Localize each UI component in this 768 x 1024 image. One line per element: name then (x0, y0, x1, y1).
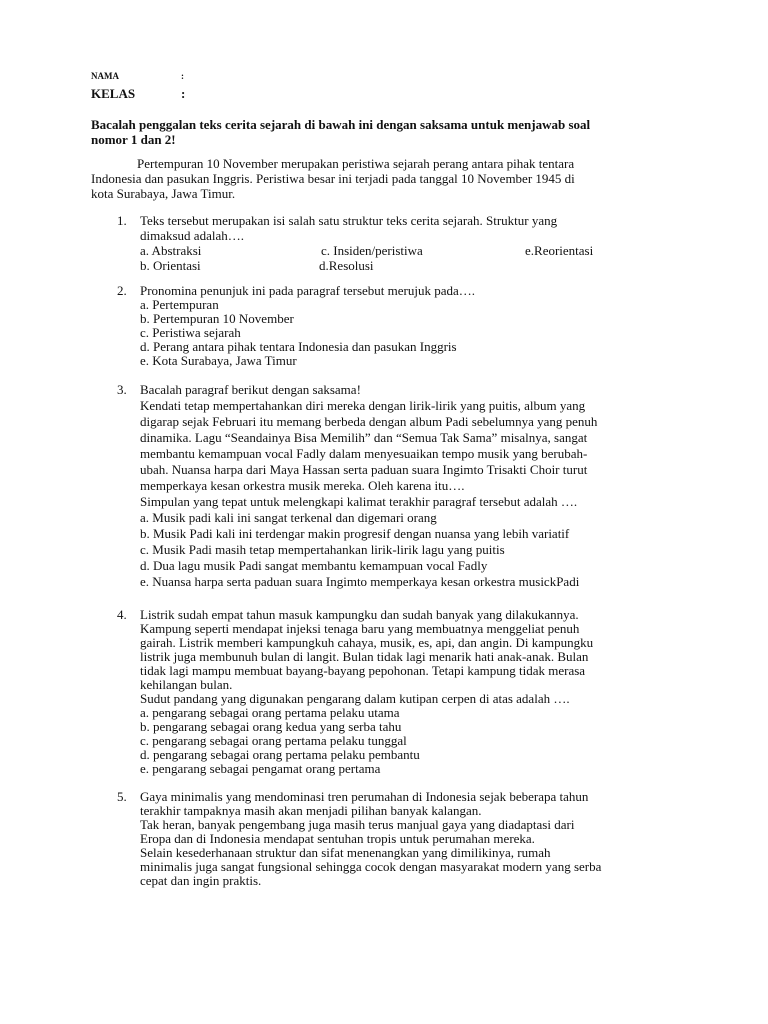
option-b: b. Orientasi (140, 258, 201, 273)
option-e: e.Reorientasi (525, 243, 594, 258)
paragraph-line: gairah. Listrik memberi kampungkuh cahaya, musik, es, api, dan angin. Di kampungku (140, 635, 594, 650)
kelas-label: KELAS (91, 86, 136, 101)
paragraph-line: Selain kesederhanaan struktur dan sifat menenangkan yang dimilikinya, rumah (140, 845, 551, 860)
option-b: b. pengarang sebagai orang kedua yang serba tahu (140, 719, 402, 734)
paragraph-line: kehilangan bulan. (140, 677, 233, 692)
option-a: a. Pertempuran (140, 297, 219, 312)
paragraph-line: Eropa dan di Indonesia mendapat sentuhan tropis untuk perumahan mereka. (140, 831, 535, 846)
option-b: b. Musik Padi kali ini terdengar makin progresif dengan nuansa yang lebih variatif (140, 526, 570, 541)
options-row (140, 258, 680, 273)
paragraph-line: membantu kemampuan vocal Fadly dalam menyesuaikan tempo musik yang berubah- (140, 446, 588, 461)
instruction-line: Bacalah penggalan teks cerita sejarah di bawah ini dengan saksama untuk menjawab soal (91, 117, 591, 132)
paragraph-line: Gaya minimalis yang mendominasi tren perumahan di Indonesia sejak beberapa tahun (140, 789, 589, 804)
passage-line: Indonesia dan pasukan Inggris. Peristiwa besar ini terjadi pada tanggal 10 November 1945 di (91, 171, 575, 186)
question-body (140, 790, 680, 888)
option-c: c. Peristiwa sejarah (140, 325, 241, 340)
option-c: c. Insiden/peristiwa (321, 243, 423, 258)
history-passage (91, 156, 661, 201)
option-d: d. pengarang sebagai orang pertama pelaku pembantu (140, 747, 420, 762)
question-line: dimaksud adalah…. (140, 228, 244, 243)
question-number: 2. (117, 283, 127, 298)
question-line: Simpulan yang tepat untuk melengkapi kalimat terakhir paragraf tersebut adalah …. (140, 494, 578, 509)
paragraph-line: Listrik sudah empat tahun masuk kampungku dan sudah banyak yang dilakukannya. (140, 607, 579, 622)
paragraph-line: ubah. Nuansa harpa dari Maya Hassan serta paduan suara Ingimto Trisakti Choir turut (140, 462, 588, 477)
nama-field (91, 71, 184, 81)
option-d: d.Resolusi (319, 258, 374, 273)
paragraph-line: Kendati tetap mempertahankan diri mereka dengan lirik-lirik yang puitis, album yang (140, 398, 586, 413)
option-e: e. Kota Surabaya, Jawa Timur (140, 353, 297, 368)
instruction-line: nomor 1 dan 2! (91, 132, 176, 147)
paragraph-line: dinamika. Lagu “Seandainya Bisa Memilih” dan “Semua Tak Sama” misalnya, sangat (140, 430, 588, 445)
nama-label: NAMA (91, 71, 119, 81)
option-a: a. pengarang sebagai orang pertama pelaku utama (140, 705, 400, 720)
option-c: c. Musik Padi masih tetap mempertahankan lirik-lirik lagu yang puitis (140, 542, 505, 557)
option-e: e. pengarang sebagai pengamat orang pertama (140, 761, 381, 776)
paragraph-line: terakhir tampaknya masih akan menjadi pilihan banyak kalangan. (140, 803, 482, 818)
question-number: 5. (117, 789, 127, 804)
paragraph-line: digarap sejak Februari itu memang berbeda dengan album Padi sebelumnya yang penuh (140, 414, 598, 429)
option-a: a. Musik padi kali ini sangat terkenal dan digemari orang (140, 510, 437, 525)
question-line: Pronomina penunjuk ini pada paragraf tersebut merujuk pada…. (140, 283, 476, 298)
option-d: d. Perang antara pihak tentara Indonesia dan pasukan Inggris (140, 339, 457, 354)
question-number: 4. (117, 607, 127, 622)
question-line: Bacalah paragraf berikut dengan saksama! (140, 382, 361, 397)
option-d: d. Dua lagu musik Padi sangat membantu kemampuan vocal Fadly (140, 558, 488, 573)
paragraph-line: cepat dan ingin praktis. (140, 873, 262, 888)
question-body (140, 213, 680, 273)
question-body (140, 608, 680, 776)
question-number: 3. (117, 382, 127, 397)
paragraph-line: tidak lagi mampu membuat bayang-bayang pepohonan. Tetapi kampung tidak merasa (140, 663, 586, 678)
option-a: a. Abstraksi (140, 243, 202, 258)
paragraph-line: listrik juga membunuh bulan di langit. Bulan tidak lagi menarik hati anak-anak. Bulan (140, 649, 589, 664)
option-b: b. Pertempuran 10 November (140, 311, 294, 326)
passage-line: Pertempuran 10 November merupakan peristiwa sejarah perang antara pihak tentara (137, 156, 575, 171)
options-row (140, 243, 680, 258)
kelas-colon: : (181, 86, 186, 101)
paragraph-line: Tak heran, banyak pengembang juga masih terus manjual gaya yang diadaptasi dari (140, 817, 575, 832)
question-body (140, 284, 680, 368)
instruction (91, 117, 681, 147)
kelas-field (91, 86, 185, 102)
paragraph-line: memperkaya kesan orkestra musik mereka. Oleh karena itu…. (140, 478, 465, 493)
paragraph-line: Kampung seperti mendapat injeksi tenaga baru yang membuatnya menggeliat penuh (140, 621, 580, 636)
question-number: 1. (117, 213, 127, 228)
option-e: e. Nuansa harpa serta paduan suara Ingimto memperkaya kesan orkestra musickPadi (140, 574, 580, 589)
question-line: Teks tersebut merupakan isi salah satu struktur teks cerita sejarah. Struktur yang (140, 213, 558, 228)
nama-colon: : (181, 71, 184, 81)
passage-line: kota Surabaya, Jawa Timur. (91, 186, 236, 201)
question-body (140, 382, 680, 590)
question-line: Sudut pandang yang digunakan pengarang dalam kutipan cerpen di atas adalah …. (140, 691, 570, 706)
paragraph-line: minimalis juga sangat fungsional sehingga cocok dengan masyarakat modern yang serba (140, 859, 602, 874)
option-c: c. pengarang sebagai orang pertama pelaku tunggal (140, 733, 407, 748)
